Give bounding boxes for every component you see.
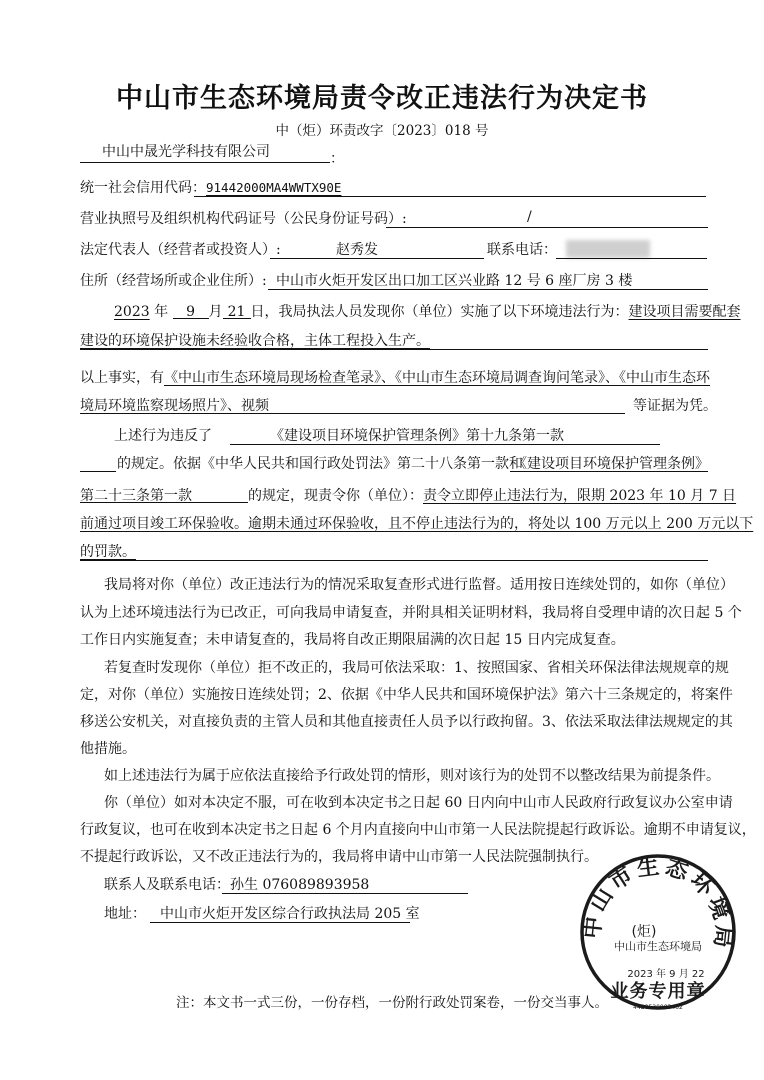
representative-label: 法定代表人（经营者或投资人）: (80, 242, 281, 258)
penalty-line-2: 第二十三条第一款 的规定，现责令你（单位）：责令立即停止违法行为，限期 2023 年 10 月 7 日 (80, 488, 737, 504)
supervision-para-line: 工作日内实施复查；未申请复查的，我局将自改正期限届满的次日起 15 日内完成复查。 (80, 632, 625, 648)
redacted-phone (566, 240, 650, 258)
penalty-line-1: 的规定。依据《中华人民共和国行政处罚法》第二十八条第一款和 (117, 456, 523, 472)
evidence-suffix: 等证据为凭。 (633, 398, 717, 414)
credit-code-row (80, 178, 341, 198)
appeal-para-line: 行政复议，也可在收到本决定书之日起 6 个月内直接向中山市第一人民法院提起行政诉讼。逾期不申请复议， (80, 822, 756, 838)
penalty-law: 《建设项目环境保护管理条例》 (513, 456, 709, 472)
contact-value: 孙生 076089893958 (230, 877, 370, 893)
penalty-fine: 前通过项目竣工环保验收。逾期未通过环保验收，且不停止违法行为的，将处以 100 万元以上 200 万元以下 (80, 516, 754, 532)
representative-name: 赵秀发 (336, 242, 378, 258)
office-address-label: 地址： (104, 906, 146, 922)
seal-date: 2023 年 9 月 22 (627, 969, 705, 980)
refusal-para-line: 定，对你（单位）实施按日连续处罚；2、依据《中华人民共和国环境保护法》第六十三条规定的，将案件 (80, 687, 733, 703)
evidence-items-2: 境局环境监察现场照片》、视频 (80, 398, 269, 414)
addressee-row (80, 146, 344, 169)
violated-line: 上述行为违反了 (114, 428, 212, 444)
official-seal (578, 852, 738, 1012)
discovery-line-1: 2023 年 9 月 21 日，我局执法人员发现你（单位）实施了以下环境违法行为：建设项目需要配套 (114, 304, 741, 320)
seal-inner-line-2: (炬) (631, 924, 657, 940)
addressee-colon: ： (330, 151, 344, 167)
contact-label: 联系人及联系电话： (104, 877, 230, 893)
address-label: 住所（经营场所或企业住所）: (80, 273, 267, 289)
license-label: 营业执照号及组织机构代码证号（公民身份证号码）: (80, 211, 407, 227)
document-title: 中山市生态环境局责令改正违法行为决定书 (116, 83, 648, 114)
refusal-para-line: 若复查时发现你（单位）拒不改正的，我局可依法采取：1、按照国家、省相关环保法律法规规章的规 (104, 660, 729, 676)
seal-inner-line-1: 中山市生态环境局 (614, 940, 702, 953)
office-address-value: 中山市火炬开发区综合行政执法局 205 室 (160, 906, 420, 922)
penalty-line-4: 的罚款。 (80, 544, 136, 560)
penalty-order: 责令立即停止违法行为，限期 2023 年 10 月 7 日 (423, 488, 737, 504)
appeal-para-line: 不提起行政诉讼，又不改正违法行为的，我局将申请中山市第一人民法院强制执行。 (80, 849, 598, 865)
address-value: 中山市火炬开发区出口加工区兴业路 12 号 6 座厂房 3 楼 (276, 273, 633, 289)
seal-bottom-text: 业务专用章 (610, 981, 706, 1002)
evidence-line-1: 以上事实，有《中山市生态环境局现场检查笔录》、《中山市生态环境局调查询问笔录》、《中山市生态环 (80, 370, 710, 386)
refusal-para-line: 移送公安机关，对直接负责的主管人员和其他直接责任人员予以行政拘留。3、依法采取法律法规规定的其 (80, 714, 733, 730)
license-row (80, 209, 407, 229)
supervision-para-line: 我局将对你（单位）改正违法行为的情况采取复查形式进行监督。适用按日连续处罚的，如你（单位） (104, 577, 734, 593)
seal-ring-text: 中山市生态环境局 (580, 853, 736, 953)
copies-note: 注：本文书一式三份，一份存档，一份附行政处罚案卷，一份交当事人。 (176, 995, 608, 1011)
credit-code-label: 统一社会信用代码： (80, 180, 206, 196)
supervision-para-line: 认为上述环境违法行为已改正，可向我局申请复查，并附具相关证明材料，我局将自受理申请的次日起 5 个 (80, 605, 742, 621)
credit-code-value: 91442000MA4WWTX90E (206, 180, 342, 195)
discovery-line-2 (80, 331, 430, 351)
document-number: 中（炬）环责改字〔2023〕018 号 (275, 123, 489, 139)
violation-text-2: 建设的环境保护设施未经验收合格，主体工程投入生产。 (80, 333, 430, 349)
penalty-line-3 (80, 514, 753, 534)
evidence-items-1: 《中山市生态环境局现场检查笔录》、《中山市生态环境局调查询问笔录》、《中山市生态环 (164, 370, 710, 386)
appeal-para-line: 你（单位）如对本决定不服，可在收到本决定书之日起 60 日内向中山市人民政府行政复议办公室申请 (104, 795, 733, 811)
direct-penalty-para: 如上述违法行为属于应依法直接给予行政处罚的情形，则对该行为的处罚不以整改结果为前提条件。 (104, 768, 720, 784)
violated-law: 《建设项目环境保护管理条例》第十九条第一款 (270, 428, 564, 444)
addressee-name: 中山中晟光学科技有限公司 (102, 144, 270, 160)
phone-label: 联系电话： (487, 242, 557, 258)
seal-number: 4420530003462 (633, 1004, 683, 1011)
license-value: / (527, 209, 532, 225)
refusal-para-line: 他措施。 (80, 741, 136, 757)
violation-text-1: 建设项目需要配套 (628, 304, 741, 320)
